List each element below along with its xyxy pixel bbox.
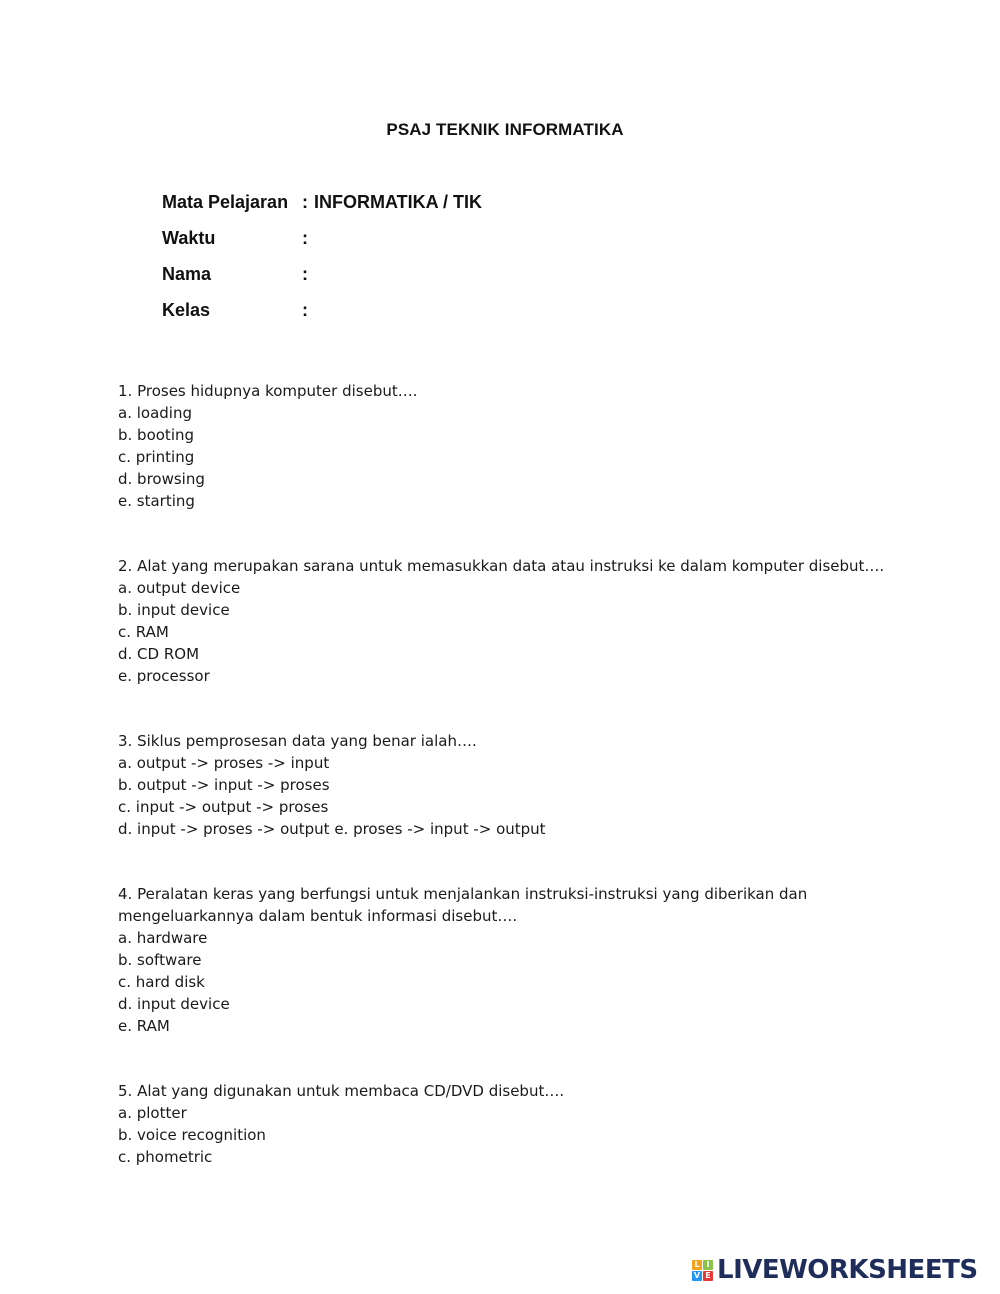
- option: d. input -> proses -> output e. proses -> input -> output: [118, 820, 546, 838]
- option: b. booting: [118, 426, 195, 444]
- logo-text: LIVEWORKSHEETS: [717, 1255, 978, 1285]
- question-2: [118, 555, 898, 687]
- option: a. output device: [118, 579, 241, 597]
- question-text: 1. Proses hidupnya komputer disebut….: [118, 382, 418, 400]
- option: a. output -> proses -> input: [118, 754, 330, 772]
- option: c. RAM: [118, 623, 169, 641]
- question-5: [118, 1080, 898, 1168]
- meta-value: INFORMATIKA / TIK: [314, 192, 482, 212]
- meta-separator: :: [302, 300, 308, 320]
- option: c. phometric: [118, 1148, 213, 1166]
- option: e. starting: [118, 492, 195, 510]
- meta-label: Waktu: [162, 228, 216, 248]
- page-title: PSAJ TEKNIK INFORMATIKA: [386, 120, 624, 139]
- student-info: [162, 191, 482, 335]
- option: b. input device: [118, 601, 230, 619]
- option: d. input device: [118, 995, 230, 1013]
- meta-row-time: [162, 227, 482, 263]
- question-list: [118, 380, 898, 1211]
- question-text: 5. Alat yang digunakan untuk membaca CD/DVD disebut….: [118, 1082, 565, 1100]
- option: d. browsing: [118, 470, 205, 488]
- meta-row-name: [162, 263, 482, 299]
- option: c. printing: [118, 448, 195, 466]
- logo-mark-icon: [692, 1260, 713, 1281]
- question-1: [118, 380, 898, 512]
- question-3: [118, 730, 898, 840]
- logo-mark-letter: I: [703, 1260, 713, 1270]
- option: d. CD ROM: [118, 645, 200, 663]
- logo-mark-letter: V: [693, 1271, 701, 1280]
- option: c. hard disk: [118, 973, 205, 991]
- logo-mark-letter: L: [692, 1260, 702, 1270]
- meta-separator: :: [302, 264, 308, 284]
- question-text: 2. Alat yang merupakan sarana untuk memasukkan data atau instruksi ke dalam komputer disebut….: [118, 557, 885, 575]
- meta-label: Mata Pelajaran: [162, 192, 289, 212]
- liveworksheets-logo[interactable]: [692, 1255, 978, 1285]
- question-4: [118, 883, 898, 1037]
- option: a. loading: [118, 404, 192, 422]
- meta-row-subject: [162, 191, 482, 227]
- option: b. voice recognition: [118, 1126, 266, 1144]
- meta-separator: :: [302, 228, 308, 248]
- meta-separator: :: [302, 192, 308, 212]
- meta-label: Kelas: [162, 300, 211, 320]
- option: e. processor: [118, 667, 210, 685]
- option: b. output -> input -> proses: [118, 776, 330, 794]
- meta-label: Nama: [162, 264, 212, 284]
- question-text: 3. Siklus pemprosesan data yang benar ialah….: [118, 732, 477, 750]
- question-text: 4. Peralatan keras yang berfungsi untuk menjalankan instruksi-instruksi yang diberikan dan mengeluarkannya dalam bentuk informasi disebut….: [118, 885, 813, 925]
- meta-row-class: [162, 299, 482, 335]
- option: e. RAM: [118, 1017, 170, 1035]
- option: c. input -> output -> proses: [118, 798, 329, 816]
- option: a. hardware: [118, 929, 208, 947]
- option: a. plotter: [118, 1104, 187, 1122]
- option: b. software: [118, 951, 202, 969]
- logo-mark-letter: E: [703, 1271, 713, 1281]
